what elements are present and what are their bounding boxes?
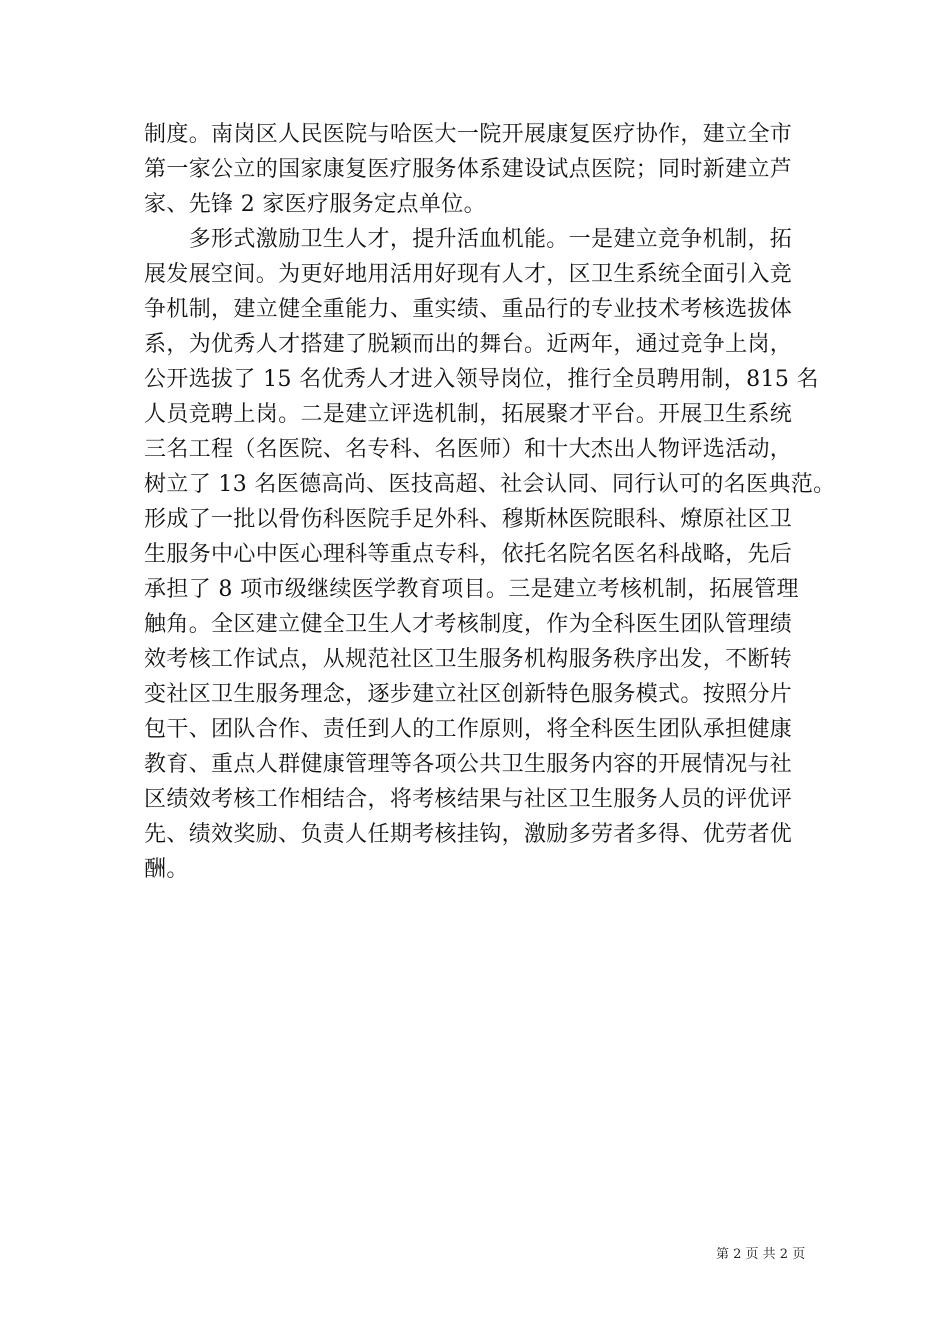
text-line: 家、先锋 2 家医疗服务定点单位。: [144, 192, 486, 217]
text-line: 触角。全区建立健全卫生人才考核制度，作为全科医生团队管理绩: [144, 612, 793, 637]
text-line: 效考核工作试点，从规范社区卫生服务机构服务秩序出发，不断转: [144, 647, 793, 672]
text-line: 酬。: [144, 857, 189, 882]
text-line: 形成了一批以骨伤科医院手足外科、穆斯林医院眼科、燎原社区卫: [144, 507, 793, 532]
text-line: 树立了 13 名医德高尚、医技高超、社会认同、同行认可的名医典范。: [144, 472, 836, 497]
text-line: 系，为优秀人才搭建了脱颖而出的舞台。近两年，通过竞争上岗，: [144, 332, 793, 357]
text-line: 教育、重点人群健康管理等各项公共卫生服务内容的开展情况与社: [144, 752, 793, 777]
text-line: 争机制，建立健全重能力、重实绩、重品行的专业技术考核选拔体: [144, 297, 793, 322]
text-line: 先、绩效奖励、负责人任期考核挂钩，激励多劳者多得、优劳者优: [144, 822, 793, 847]
document-body: [144, 117, 836, 887]
text-line: 区绩效考核工作相结合，将考核结果与社区卫生服务人员的评优评: [144, 787, 793, 812]
text-line: 制度。南岗区人民医院与哈医大一院开展康复医疗协作，建立全市: [144, 122, 793, 147]
text-line: 多形式激励卫生人才，提升活血机能。一是建立竞争机制，拓: [144, 227, 793, 252]
text-line: 变社区卫生服务理念，逐步建立社区创新特色服务模式。按照分片: [144, 682, 793, 707]
text-line: 承担了 8 项市级继续医学教育项目。三是建立考核机制，拓展管理: [144, 577, 799, 602]
text-line: 三名工程（名医院、名专科、名医师）和十大杰出人物评选活动，: [144, 437, 793, 462]
text-line: 人员竞聘上岗。二是建立评选机制，拓展聚才平台。开展卫生系统: [144, 402, 793, 427]
text-line: 生服务中心中医心理科等重点专科，依托名院名医名科战略，先后: [144, 542, 793, 567]
text-line: 展发展空间。为更好地用活用好现有人才，区卫生系统全面引入竞: [144, 262, 793, 287]
text-line: 公开选拔了 15 名优秀人才进入领导岗位，推行全员聘用制，815 名: [144, 367, 819, 392]
text-line: 第一家公立的国家康复医疗服务体系建设试点医院；同时新建立芦: [144, 157, 793, 182]
page-number: 第 2 页 共 2 页: [716, 1247, 806, 1262]
text-line: 包干、团队合作、责任到人的工作原则，将全科医生团队承担健康: [144, 717, 793, 742]
